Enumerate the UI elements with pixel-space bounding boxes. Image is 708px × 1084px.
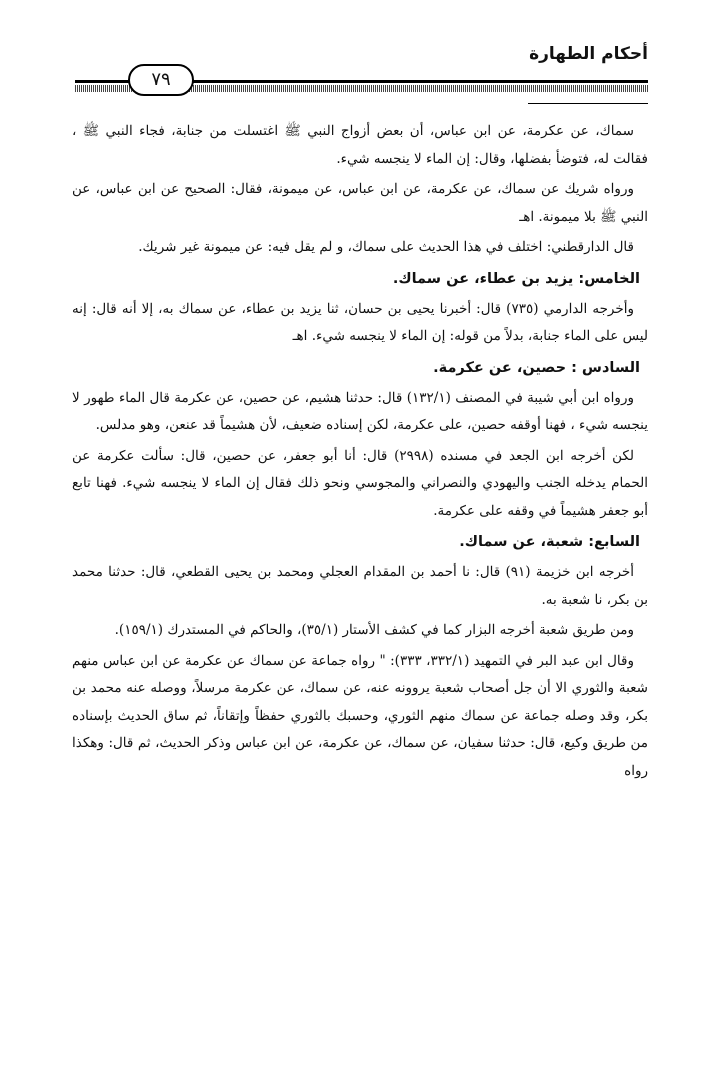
page-number: ٧٩ — [128, 64, 194, 96]
paragraph: وأخرجه الدارمي (٧٣٥) قال: أخبرنا يحيى بن حسان، ثنا يزيد بن عطاء، عن سماك به، إلا أنه قال: إنه ليس على الماء جنابة، بدلاً من قوله: إن الماء لا ينجسه شيء. اهـ — [72, 300, 648, 344]
paragraph: أخرجه ابن خزيمة (٩١) قال: نا أحمد بن المقدام العجلي ومحمد بن يحيى القطعي، قال: حدثنا محمد بن بكر، نا شعبة به. — [72, 564, 648, 608]
page-header — [0, 0, 708, 100]
continuation-rule — [528, 103, 648, 104]
paragraph: وقال ابن عبد البر في التمهيد (٣٣٢/١، ٣٣٣): " رواه جماعة عن سماك عن عكرمة عن ابن عباس منهم شعبة والثوري الا أن جل أصحاب شعبة يروونه عنه، عن سماك، عن عكرمة مرسلاً، ووصله عنه محمد بن بكر، وقد وصله جماعة عن سماك منهم الثوري، وحسبك بالثوري حفظاً وإتقاناً، ثم ساق الحديث بإسناده من طريق وكيع، قال: حدثنا سفيان، عن سماك، عن عكرمة، عن ابن عباس وذكر الحديث، ثم قال: وهكذا رواه — [72, 652, 648, 779]
section-heading: الخامس: يزيد بن عطاء، عن سماك. — [392, 270, 640, 287]
paragraph: ومن طريق شعبة أخرجه البزار كما في كشف الأستار (٣٥/١)، والحاكم في المستدرك (١٥٩/١). — [114, 622, 634, 638]
paragraph: سماك، عن عكرمة، عن ابن عباس، أن بعض أزواج النبي ﷺ اغتسلت من جنابة، فجاء النبي ﷺ ، فقالت له، فتوضأ بفضلها، وقال: إن الماء لا ينجسه شيء. — [72, 123, 648, 167]
paragraph: ورواه ابن أبي شيبة في المصنف (١٣٢/١) قال: حدثنا هشيم، عن حصين، عن عكرمة قال الماء طهور لا ينجسه شيء ، فهنا أوقفه حصين، على عكرمة، لكن إسناده ضعيف، لأن هشيماً قد عنعن، وهو مدلس. — [72, 389, 648, 433]
body-text — [72, 118, 648, 788]
paragraph: لكن أخرجه ابن الجعد في مسنده (٢٩٩٨) قال: أنا أبو جعفر، عن حصين، قال: سألت عكرمة عن الحمام يدخله الجنب واليهودي والنصراني والمجوسي ونحو ذلك فقال إن الماء لا ينجسه شيء. فهنا تابع أبو جعفر هشيماً في وقفه على عكرمة. — [72, 447, 648, 519]
section-heading: السادس : حصين، عن عكرمة. — [433, 359, 640, 376]
paragraph: قال الدارقطني: اختلف في هذا الحديث على سماك، و لم يقل فيه: عن ميمونة غير شريك. — [138, 239, 634, 255]
book-title: أحكام الطهارة — [529, 44, 648, 64]
section-heading: السابع: شعبة، عن سماك. — [459, 534, 640, 550]
paragraph: ورواه شريك عن سماك، عن عكرمة، عن ابن عباس، عن ميمونة، فقال: الصحيح عن ابن عباس، عن النبي ﷺ بلا ميمونة. اهـ — [72, 181, 648, 225]
